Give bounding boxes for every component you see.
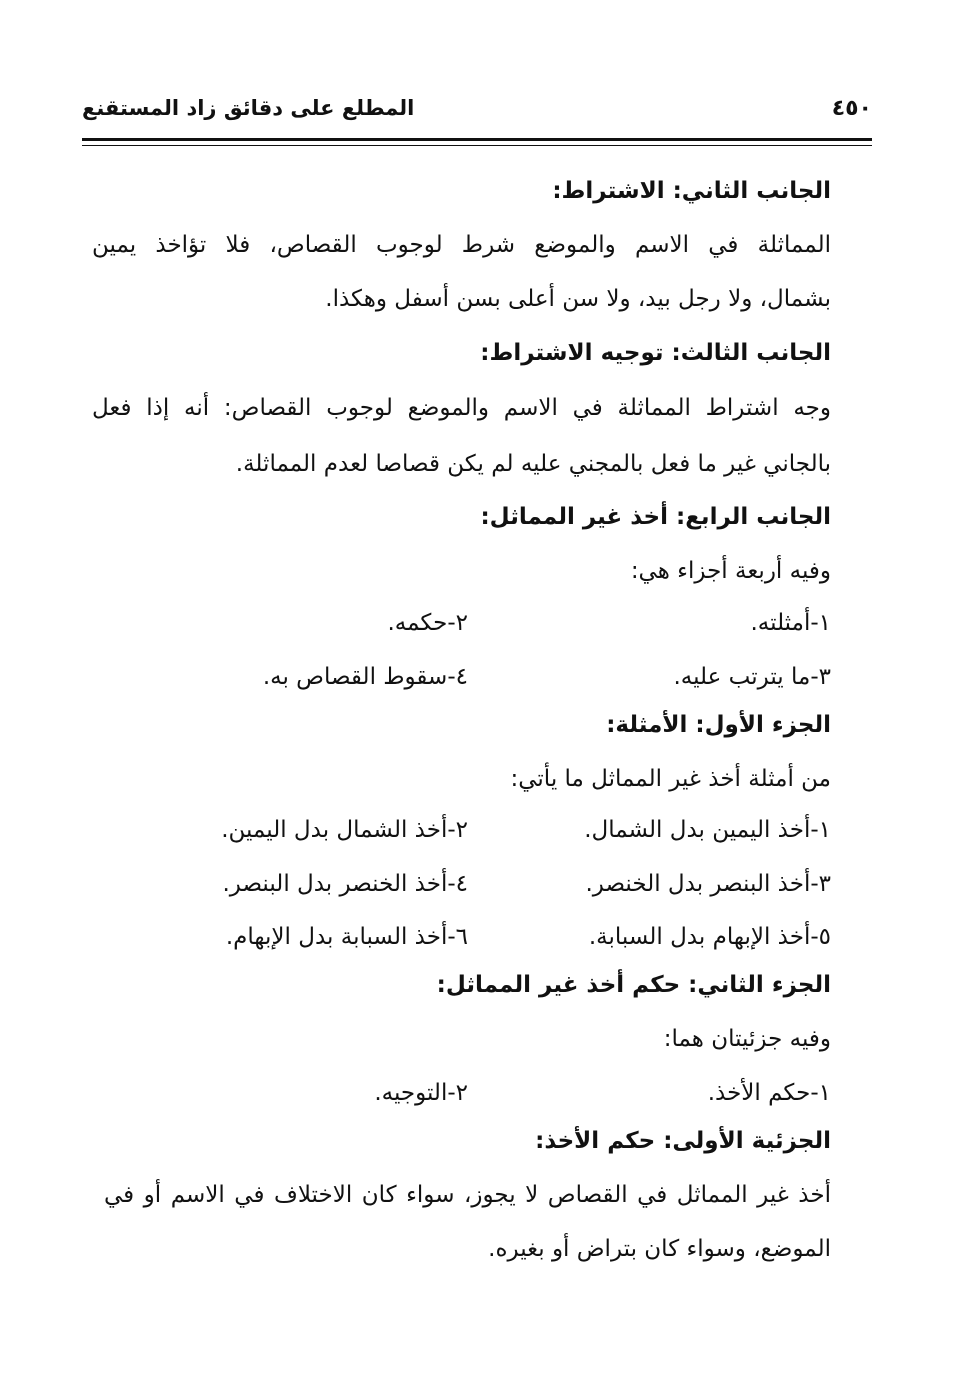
running-header xyxy=(82,96,872,130)
list-item: ١-أمثلته. xyxy=(750,610,831,636)
list-item: ٥-أخذ الإبهام بدل السبابة. xyxy=(588,924,831,950)
list-item: ١-أخذ اليمين بدل الشمال. xyxy=(584,817,831,843)
paragraph-line: الموضع، وسواء كان بتراض أو بغيره. xyxy=(488,1236,831,1262)
paragraph-line: من أمثلة أخذ غير المماثل ما يأتي: xyxy=(510,766,831,792)
paragraph-line: وفيه جزئيتان هما: xyxy=(663,1026,831,1052)
list-item: ٣-أخذ البنصر بدل الخنصر. xyxy=(585,871,831,897)
paragraph-line: أخذ غير المماثل في القصاص لا يجوز، سواء كان الاختلاف في الاسم أو في xyxy=(104,1182,831,1208)
list-item: ٣-ما يترتب عليه. xyxy=(673,664,831,690)
book-title: المطلع على دقائق زاد المستقنع xyxy=(82,96,415,120)
paragraph-line: المماثلة في الاسم والموضع شرط لوجوب القصاص، فلا تؤاخذ يمين xyxy=(92,232,831,258)
part-heading-examples: الجزء الأول: الأمثلة: xyxy=(606,712,831,738)
list-item: ٦-أخذ السبابة بدل الإبهام. xyxy=(225,924,468,950)
header-rule-thin xyxy=(82,145,872,146)
paragraph-line: وفيه أربعة أجزاء هي: xyxy=(630,558,831,584)
section-heading-condition: الجانب الثاني: الاشتراط: xyxy=(552,178,831,204)
section-heading-non-matching: الجانب الرابع: أخذ غير المماثل: xyxy=(480,504,831,530)
list-item: ٤-أخذ الخنصر بدل البنصر. xyxy=(222,871,468,897)
list-item: ٢-حكمه. xyxy=(387,610,468,636)
list-item: ٢-أخذ الشمال بدل اليمين. xyxy=(221,817,468,843)
list-item: ٤-سقوط القصاص به. xyxy=(262,664,468,690)
paragraph-line: بشمال، ولا رجل بيد، ولا سن أعلى بسن أسفل وهكذا. xyxy=(325,286,831,312)
paragraph-line: وجه اشتراط المماثلة في الاسم والموضع لوجوب القصاص: أنه إذا فعل xyxy=(92,395,831,421)
page-number: ٤٥٠ xyxy=(831,96,872,121)
header-rule-thick xyxy=(82,138,872,141)
section-heading-justification: الجانب الثالث: توجيه الاشتراط: xyxy=(480,340,831,366)
subpart-heading-ruling-of-taking: الجزئية الأولى: حكم الأخذ: xyxy=(535,1128,831,1154)
part-heading-ruling: الجزء الثاني: حكم أخذ غير المماثل: xyxy=(436,972,831,998)
list-item: ١-حكم الأخذ. xyxy=(707,1080,831,1106)
paragraph-line: بالجاني غير ما فعل بالمجني عليه لم يكن قصاصا لعدم المماثلة. xyxy=(235,451,831,477)
list-item: ٢-التوجيه. xyxy=(374,1080,468,1106)
